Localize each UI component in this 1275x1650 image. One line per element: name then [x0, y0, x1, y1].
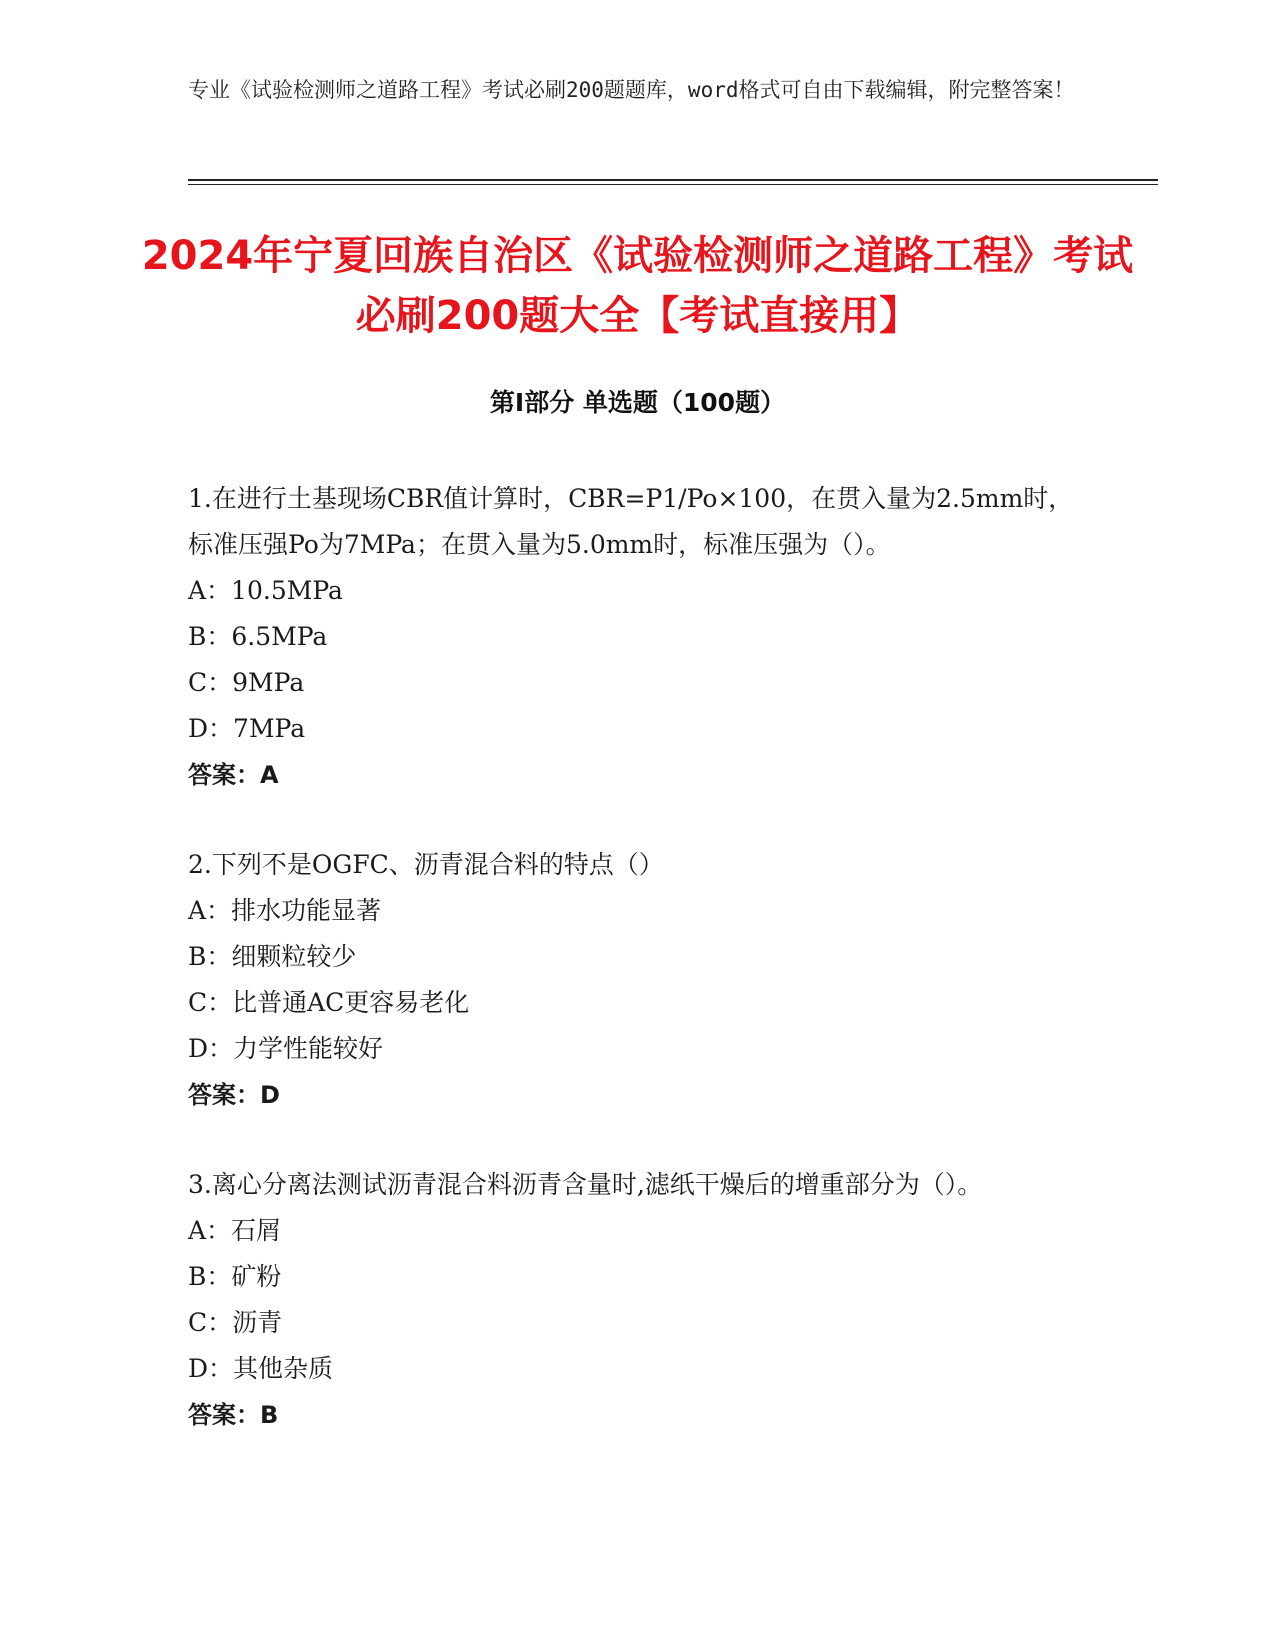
option-d: D：7MPa: [188, 714, 306, 743]
option-d: D：力学性能较好: [188, 1034, 384, 1063]
document-title: 2024年宁夏回族自治区《试验检测师之道路工程》考试必刷200题大全【考试直接用】: [141, 233, 1134, 339]
header-rule-thick: [188, 179, 1158, 181]
question-stem: 3.离心分离法测试沥青混合料沥青含量时,滤纸干燥后的增重部分为（）。: [188, 1170, 983, 1199]
answer: 答案：B: [188, 1401, 279, 1429]
question-2: [188, 842, 1088, 1118]
option-b: B：6.5MPa: [188, 622, 328, 651]
question-stem: 1.在进行土基现场CBR值计算时，CBR=P1/Po×100，在贯入量为2.5mm时，标准压强Po为7MPa；在贯入量为5.0mm时，标准压强为（）。: [188, 484, 1074, 559]
option-b: B：矿粉: [188, 1262, 282, 1291]
option-b: B：细颗粒较少: [188, 942, 357, 971]
question-1: [188, 476, 1088, 798]
answer: 答案：D: [188, 1081, 280, 1109]
option-a: A：排水功能显著: [188, 896, 382, 925]
option-a: A：石屑: [188, 1216, 282, 1245]
section-heading: 第I部分 单选题（100题）: [489, 388, 786, 417]
option-c: C：沥青: [188, 1308, 283, 1337]
header-rule-thin: [188, 184, 1158, 185]
option-d: D：其他杂质: [188, 1354, 334, 1383]
option-c: C：比普通AC更容易老化: [188, 988, 470, 1017]
answer: 答案：A: [188, 761, 279, 789]
option-a: A：10.5MPa: [188, 576, 343, 605]
option-c: C：9MPa: [188, 668, 305, 697]
question-stem: 2.下列不是OGFC、沥青混合料的特点（）: [188, 850, 664, 879]
question-3: [188, 1162, 1088, 1438]
header-note: 专业《试验检测师之道路工程》考试必刷200题题库，word格式可自由下载编辑，附完整答案！: [188, 78, 1075, 102]
